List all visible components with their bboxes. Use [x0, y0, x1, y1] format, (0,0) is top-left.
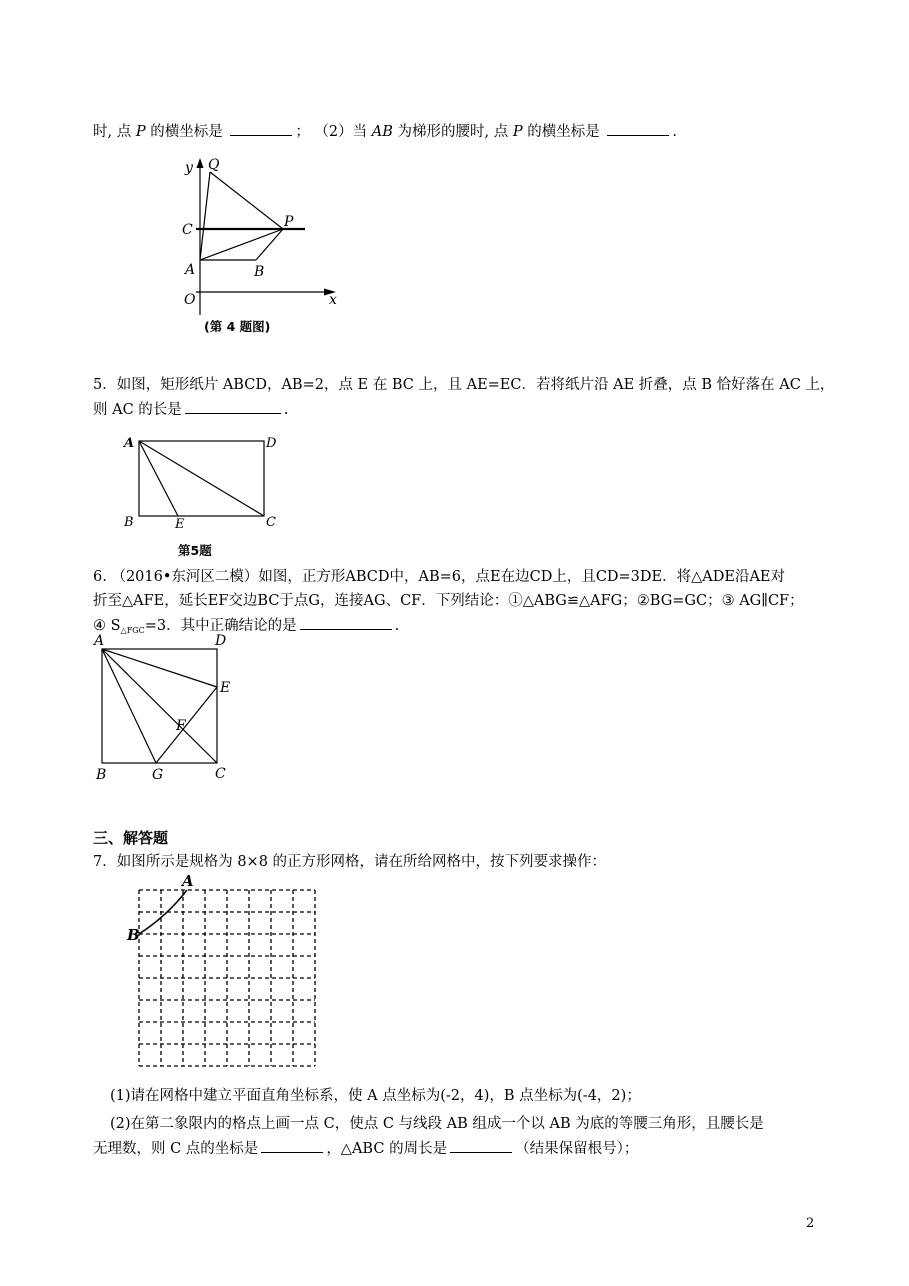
q4-mid2: 为梯形的腰时, 点 [392, 124, 513, 140]
q4-seg-qp [210, 172, 283, 229]
q4-var-p-2: P [512, 124, 523, 140]
q6-label-e: E [220, 680, 231, 696]
q4-var-ab: AB [371, 124, 393, 140]
q7-grid-figure [125, 872, 325, 1068]
q5-label-e: E [175, 517, 185, 532]
q5-figure [118, 432, 288, 532]
q4-label-b: B [254, 264, 265, 280]
q5-line-2-prefix: 则 AC 的长是 [93, 402, 182, 418]
q4-label-y: y [185, 160, 193, 176]
q7-answer-blank-c[interactable] [261, 1138, 323, 1153]
q4-answer-blank-1[interactable] [230, 121, 292, 136]
q6-line-3-mid: =3．其中正确结论的是 [144, 618, 297, 634]
q7-part-2-prefix: 无理数，则 C 点的坐标是 [93, 1141, 259, 1157]
q4-label-x: x [329, 292, 337, 308]
q4-figure-caption: (第 4 题图) [204, 319, 271, 334]
q6-line-2: 折至△AFE，延长EF交边BC于点G，连接AG、CF．下列结论：①△ABG≌△AFG；②BG=GC；③ AG∥CF； [93, 593, 804, 609]
q4-label-q: Q [208, 157, 220, 173]
q5-figure-caption: 第5题 [178, 543, 212, 558]
q7-grid [139, 890, 315, 1066]
q7-line-1: 7．如图所示是规格为 8×8 的正方形网格，请在所给网格中，按下列要求操作： [93, 854, 607, 870]
q7-part-2-end: （结果保留根号）； [515, 1141, 639, 1157]
q5-end: . [283, 402, 289, 418]
q6-seg-ae [102, 649, 217, 687]
q7-label-a: A [182, 872, 194, 890]
q4-label-p: P [284, 214, 294, 230]
q6-label-g: G [152, 767, 164, 783]
page-number: 2 [806, 1216, 815, 1231]
q5-label-a: A [124, 436, 135, 451]
q4-mid1: 的横坐标是 [145, 124, 223, 140]
q7-label-b: B [127, 926, 140, 944]
q4-y-arrow [197, 158, 204, 168]
q6-end: . [394, 618, 400, 634]
q6-label-f: F [176, 718, 186, 734]
q7-answer-blank-perimeter[interactable] [450, 1138, 512, 1153]
q7-part-1: (1)请在网格中建立平面直角坐标系，使 A 点坐标为(-2，4)，B 点坐标为(-4，2)； [110, 1088, 641, 1104]
q6-seg-ag [102, 649, 156, 763]
q4-sep: ； （2）当 [295, 124, 372, 140]
q6-figure [92, 635, 242, 785]
q4-label-a: A [185, 262, 196, 278]
q5-label-b: B [124, 515, 134, 530]
q4-seg-ap [200, 229, 283, 260]
q5-line-2 [93, 399, 288, 420]
q4-answer-blank-2[interactable] [607, 121, 669, 136]
q6-seg-ac [102, 649, 217, 763]
q6-area-subscript: △FGC [120, 626, 145, 635]
q6-seg-eg [156, 687, 217, 763]
q4-label-c: C [182, 222, 193, 238]
q6-label-d: D [215, 633, 227, 649]
section-3-heading: 三、解答题 [93, 829, 169, 847]
q4-prefix: 时, 点 [93, 124, 136, 140]
q4-label-o: O [184, 292, 196, 308]
q4-mid3: 的横坐标是 [522, 124, 600, 140]
q4-end: . [672, 124, 677, 140]
q4-figure [170, 150, 370, 320]
q7-part-2-line-2 [93, 1138, 638, 1159]
q6-answer-blank[interactable] [300, 615, 392, 630]
q6-label-c: C [215, 766, 226, 782]
q7-part-2-mid: ，△ABC 的周长是 [326, 1141, 448, 1157]
q6-line-3-prefix: ④ S [93, 618, 121, 634]
q5-seg-ac [139, 441, 264, 516]
q5-answer-blank[interactable] [185, 399, 281, 414]
q6-line-1: 6. （2016•东河区二模）如图，正方形ABCD中，AB=6，点E在边CD上，且CD=3DE．将△ADE沿AE对 [93, 569, 786, 585]
q4-var-p: P [135, 124, 146, 140]
q5-label-c: C [266, 515, 276, 530]
q5-line-1: 5．如图，矩形纸片 ABCD，AB=2，点 E 在 BC 上，且 AE=EC．若将纸片沿 AE 折叠，点 B 恰好落在 AC 上， [93, 377, 835, 393]
q5-label-d: D [266, 436, 277, 451]
q4-text-line [93, 121, 677, 142]
q6-label-b: B [96, 767, 107, 783]
q7-part-2-line-1: (2)在第二象限内的格点上画一点 C，使点 C 与线段 AB 组成一个以 AB 为底的等腰三角形，且腰长是 [110, 1116, 764, 1132]
q4-seg-aq [200, 172, 210, 260]
q6-label-a: A [94, 633, 105, 649]
